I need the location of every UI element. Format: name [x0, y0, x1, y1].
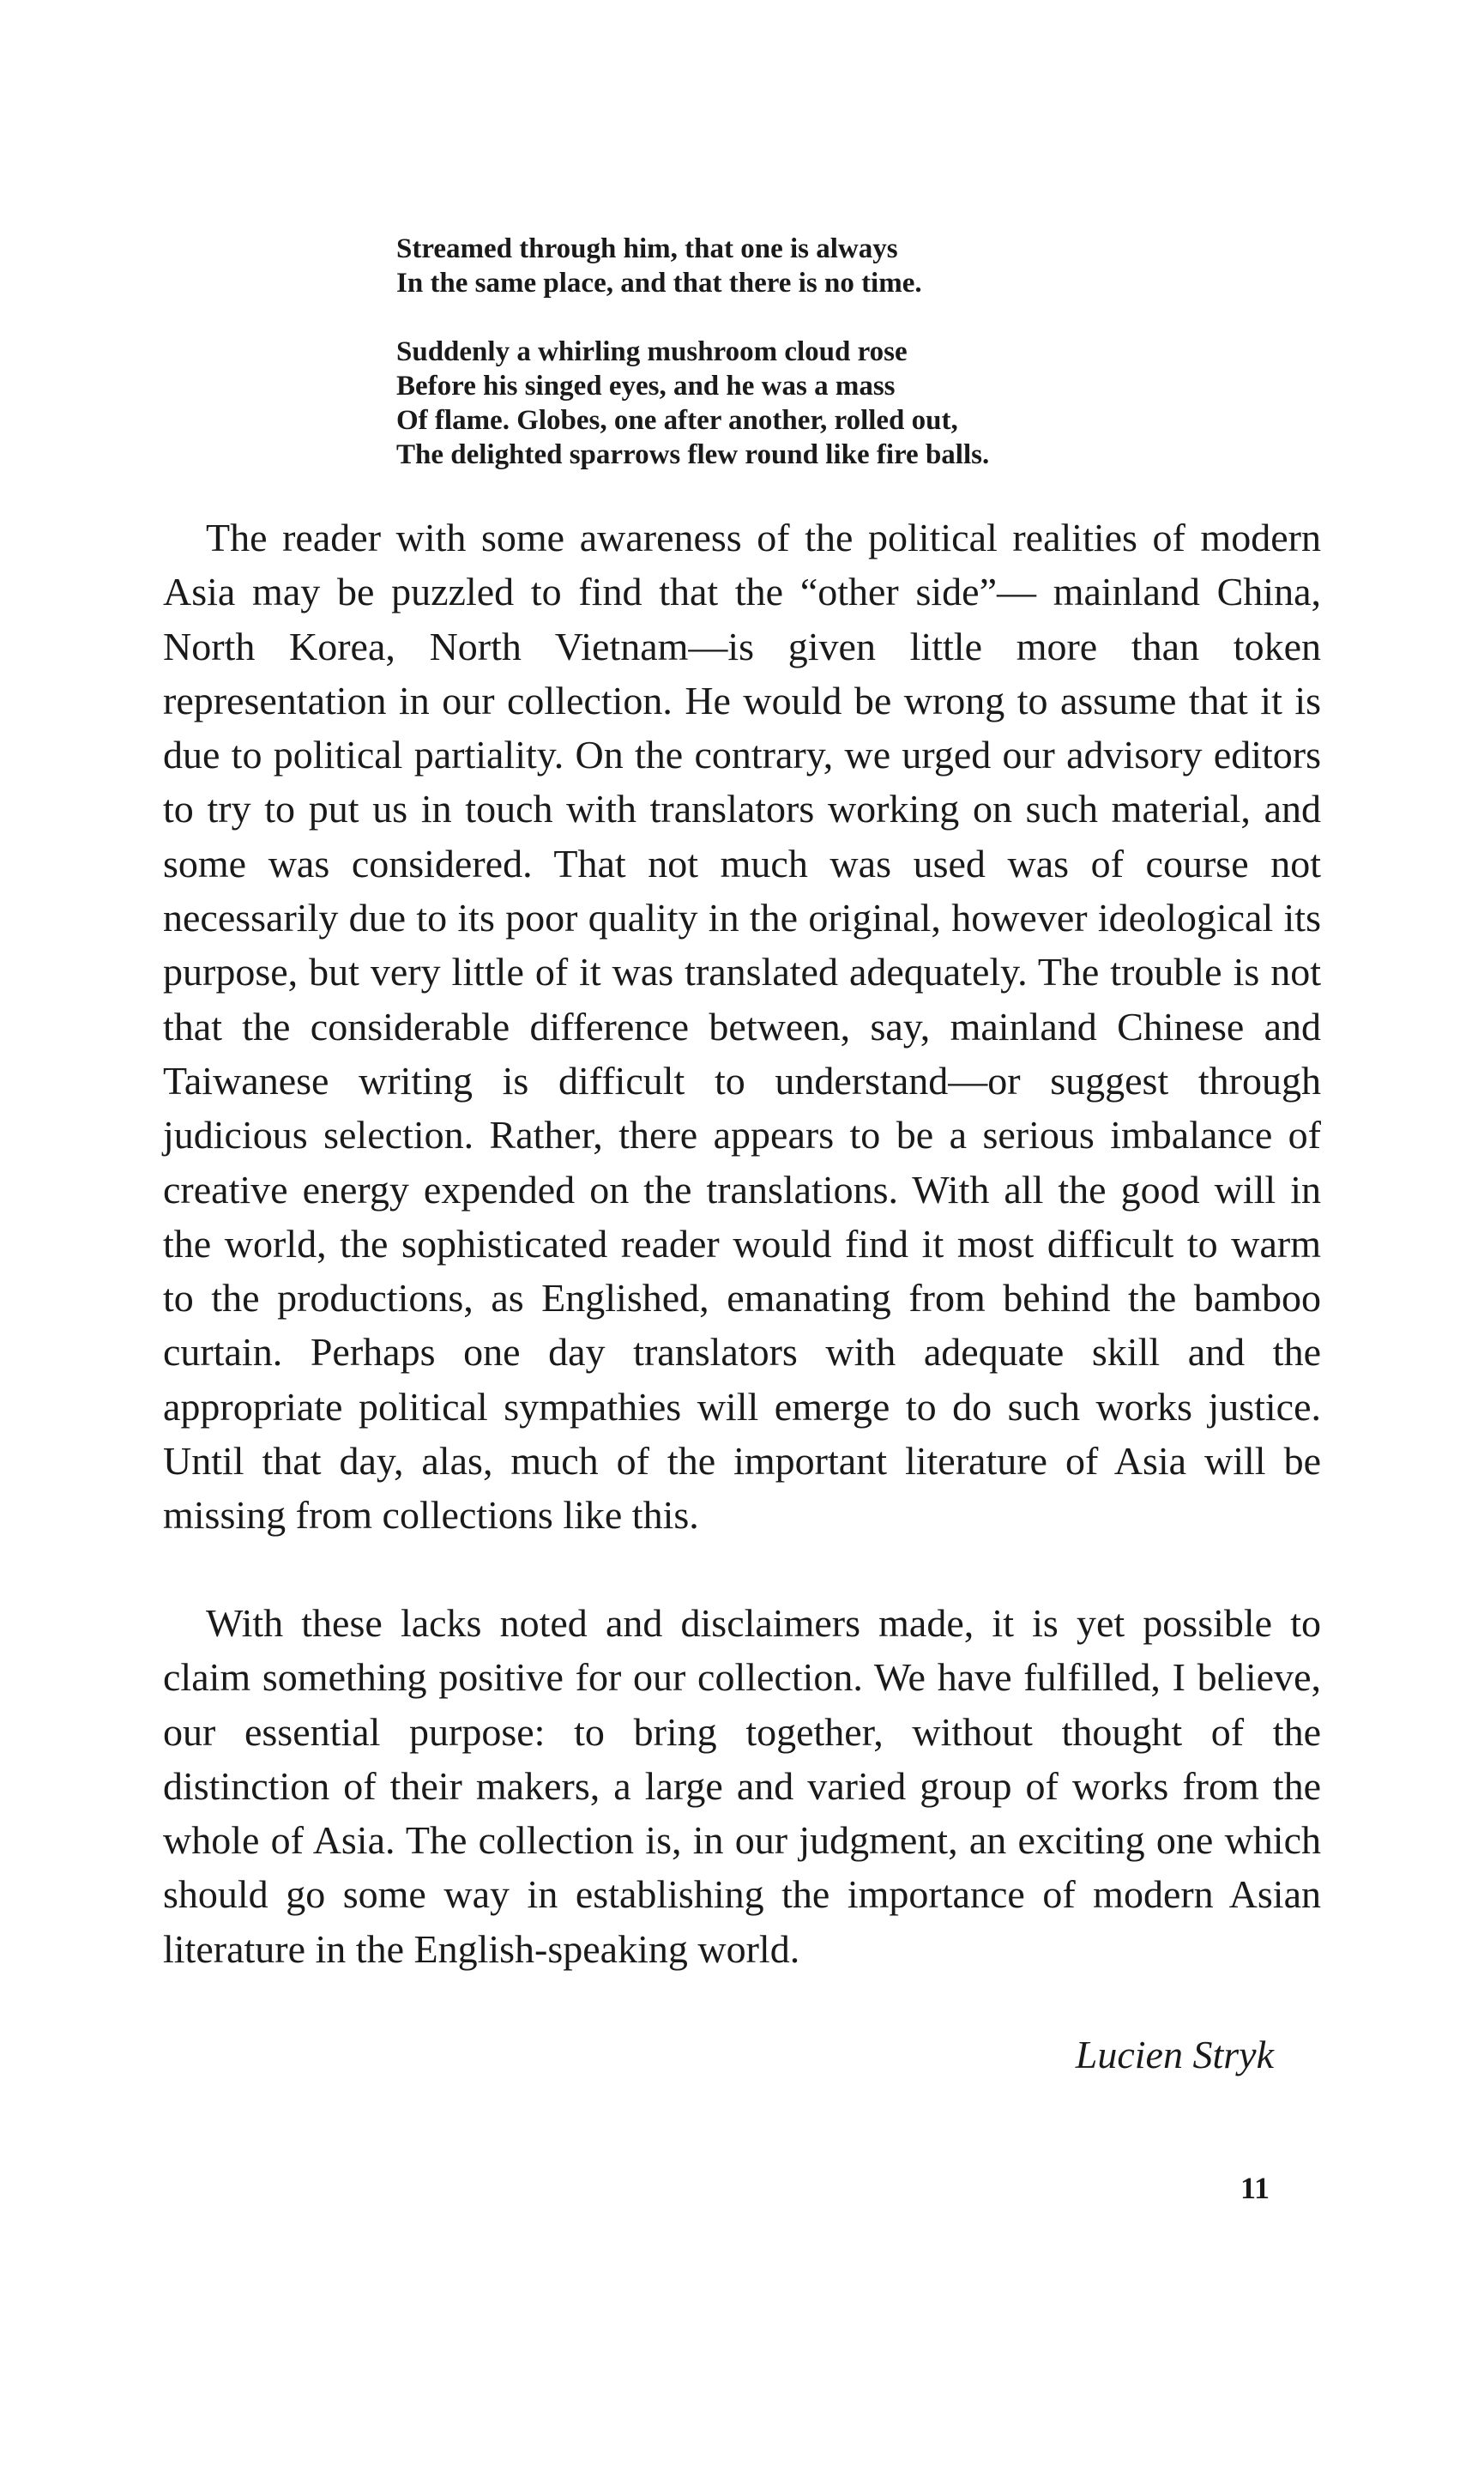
verse-stanza-2: [396, 335, 1254, 472]
verse-line: The delighted sparrows flew round like fire balls.: [396, 439, 990, 470]
verse-line: In the same place, and that there is no time.: [396, 268, 922, 299]
body-paragraph-1: The reader with some awareness of the political realities of modern Asia may be puzzled to find that the “other side”— mainland China, North Korea, North Vietnam—is given little more than token representation in our collection. He would be wrong to assume that it is due to political partiality. On the contrary, we urged our advisory editors to try to put us in touch with translators working on such material, and some was considered. That not much was used was of course not necessarily due to its poor quality in the original, however ideological its purpose, but very little of it was translated adequately. The trouble is not that the considerable difference between, say, mainland Chinese and Taiwanese writing is difficult to understand—or suggest through judicious selection. Rather, there appears to be a serious imbalance of creative energy expended on the translations. With all the good will in the world, the sophisticated reader would find it most difficult to warm to the productions, as Englished, emanating from behind the bamboo curtain. Perhaps one day translators with adequate skill and the appropriate political sympathies will emerge to do such works justice. Until that day, alas, much of the important literature of Asia will be missing from collections like this.: [163, 516, 1321, 1538]
verse-stanza-1: [396, 232, 1254, 300]
verse-line: Before his singed eyes, and he was a mass: [396, 371, 896, 402]
verse-line: Streamed through him, that one is always: [396, 233, 898, 264]
author-signature: Lucien Stryk: [1075, 2033, 1274, 2076]
body-paragraph-2: With these lacks noted and disclaimers made, it is yet possible to claim something positive for our collection. We have fulfilled, I believe, our essential purpose: to bring together, without thought of the distinction of their makers, a large and varied group of works from the whole of Asia. The collection is, in our judgment, an exciting one which should go some way in establishing the importance of modern Asian literature in the English-speaking world.: [163, 1601, 1321, 1971]
verse-line: Of flame. Globes, one after another, rolled out,: [396, 405, 958, 436]
page-number: 11: [1240, 2171, 1270, 2205]
verse-line: Suddenly a whirling mushroom cloud rose: [396, 336, 908, 367]
